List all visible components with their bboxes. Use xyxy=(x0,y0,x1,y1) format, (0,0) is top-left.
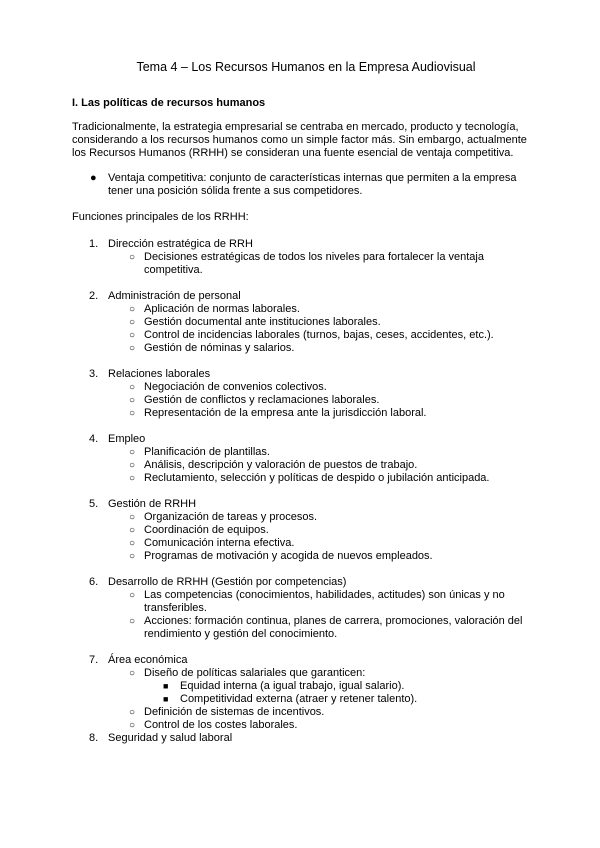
nested-list xyxy=(144,680,540,706)
sub-item xyxy=(129,667,540,706)
nested-item xyxy=(163,693,540,706)
sub-item xyxy=(129,329,540,342)
circle-marker: ○ xyxy=(129,525,136,536)
circle-marker: ○ xyxy=(129,304,136,315)
sub-item-text: Acciones: formación continua, planes de carrera, promociones, valoración del rendimiento y gestión del conocimiento. xyxy=(144,615,523,640)
sub-item-text: Organización de tareas y procesos. xyxy=(144,511,318,523)
item-label: Relaciones laborales xyxy=(108,368,211,380)
circle-marker: ○ xyxy=(129,590,136,601)
function-item-7 xyxy=(72,654,540,732)
sub-item-text: Definición de sistemas de incentivos. xyxy=(144,706,325,718)
sub-item-text: Reclutamiento, selección y políticas de despido o jubilación anticipada. xyxy=(144,472,490,484)
sub-item-text: Comunicación interna efectiva. xyxy=(144,537,295,549)
sub-item xyxy=(129,342,540,355)
sub-item-text: Programas de motivación y acogida de nuevos empleados. xyxy=(144,550,433,562)
sub-item xyxy=(129,316,540,329)
circle-marker: ○ xyxy=(129,473,136,484)
sub-item xyxy=(129,550,540,563)
circle-marker: ○ xyxy=(129,551,136,562)
item-number: 7. xyxy=(89,654,99,666)
function-item-1 xyxy=(72,238,540,277)
item-number: 5. xyxy=(89,498,99,510)
circle-marker: ○ xyxy=(129,460,136,471)
nested-item-text: Competitividad externa (atraer y retener talento). xyxy=(180,693,418,705)
sub-item xyxy=(129,719,540,732)
sub-item xyxy=(129,472,540,485)
sub-item-text: Planificación de plantillas. xyxy=(144,446,270,458)
sub-list xyxy=(108,589,540,641)
item-label: Dirección estratégica de RRH xyxy=(108,238,253,250)
sub-item-text: Análisis, descripción y valoración de puestos de trabajo. xyxy=(144,459,418,471)
function-item-8 xyxy=(72,732,540,745)
bullet-item xyxy=(90,172,540,198)
nested-item xyxy=(163,680,540,693)
sub-item-text: Coordinación de equipos. xyxy=(144,524,269,536)
circle-marker: ○ xyxy=(129,538,136,549)
sub-item-text: Negociación de convenios colectivos. xyxy=(144,381,327,393)
item-label: Desarrollo de RRHH (Gestión por competencias) xyxy=(108,576,347,588)
sub-item xyxy=(129,394,540,407)
circle-marker: ○ xyxy=(129,512,136,523)
sub-item-text: Gestión de conflictos y reclamaciones laborales. xyxy=(144,394,380,406)
square-marker: ■ xyxy=(163,694,169,704)
circle-marker: ○ xyxy=(129,447,136,458)
sub-item-text: Decisiones estratégicas de todos los niveles para fortalecer la ventaja competitiva. xyxy=(144,251,484,276)
sub-item xyxy=(129,706,540,719)
sub-list xyxy=(108,381,540,420)
sub-list xyxy=(108,446,540,485)
bullet-marker: ● xyxy=(90,172,97,184)
function-item-4 xyxy=(72,433,540,485)
circle-marker: ○ xyxy=(129,668,136,679)
circle-marker: ○ xyxy=(129,408,136,419)
sub-item-text: Control de los costes laborales. xyxy=(144,719,298,731)
item-label: Área económica xyxy=(108,654,188,666)
item-number: 1. xyxy=(89,238,99,250)
sub-item xyxy=(129,251,540,277)
circle-marker: ○ xyxy=(129,252,136,263)
sub-item xyxy=(129,589,540,615)
circle-marker: ○ xyxy=(129,343,136,354)
function-item-6 xyxy=(72,576,540,641)
square-marker: ■ xyxy=(163,681,169,691)
function-item-5 xyxy=(72,498,540,563)
item-number: 4. xyxy=(89,433,99,445)
sub-list xyxy=(108,251,540,277)
function-item-3 xyxy=(72,368,540,420)
sub-list xyxy=(108,303,540,355)
circle-marker: ○ xyxy=(129,330,136,341)
sub-item xyxy=(129,537,540,550)
sub-item xyxy=(129,303,540,316)
functions-list xyxy=(72,238,540,745)
item-label: Seguridad y salud laboral xyxy=(108,732,233,744)
circle-marker: ○ xyxy=(129,382,136,393)
document-title: Tema 4 – Los Recursos Humanos en la Empresa Audiovisual xyxy=(136,60,476,74)
item-label: Empleo xyxy=(108,433,146,445)
sub-item-text: Representación de la empresa ante la jurisdicción laboral. xyxy=(144,407,427,419)
nested-item-text: Equidad interna (a igual trabajo, igual salario). xyxy=(180,680,405,692)
sub-item-text: Las competencias (conocimientos, habilidades, actitudes) son únicas y no transferibles. xyxy=(144,589,505,614)
bullet-list xyxy=(72,172,540,198)
sub-item xyxy=(129,459,540,472)
bullet-text: Ventaja competitiva: conjunto de características internas que permiten a la empresa tener una posición sólida frente a sus competidores. xyxy=(108,172,517,197)
item-number: 8. xyxy=(89,732,99,744)
sub-item-text: Gestión de nóminas y salarios. xyxy=(144,342,295,354)
sub-item xyxy=(129,446,540,459)
circle-marker: ○ xyxy=(129,395,136,406)
sub-item-text: Aplicación de normas laborales. xyxy=(144,303,300,315)
circle-marker: ○ xyxy=(129,707,136,718)
circle-marker: ○ xyxy=(129,720,136,731)
circle-marker: ○ xyxy=(129,317,136,328)
item-number: 3. xyxy=(89,368,99,380)
sub-item xyxy=(129,511,540,524)
sub-item xyxy=(129,524,540,537)
sub-item-text: Control de incidencias laborales (turnos, bajas, ceses, accidentes, etc.). xyxy=(144,329,494,341)
item-label: Administración de personal xyxy=(108,290,241,302)
sub-item-text: Diseño de políticas salariales que garanticen: xyxy=(144,667,366,679)
sub-item xyxy=(129,381,540,394)
intro-paragraph: Tradicionalmente, la estrategia empresarial se centraba en mercado, producto y tecnología, considerando a los recursos humanos como un simple factor más. Sin embargo, actualmente los Recursos Humanos (RRHH) se consideran una fuente esencial de ventaja competitiva. xyxy=(72,121,527,159)
item-number: 2. xyxy=(89,290,99,302)
sub-item-text: Gestión documental ante instituciones laborales. xyxy=(144,316,381,328)
sub-item xyxy=(129,407,540,420)
item-label: Gestión de RRHH xyxy=(108,498,197,510)
sub-list xyxy=(108,667,540,732)
sub-list xyxy=(108,511,540,563)
functions-label: Funciones principales de los RRHH: xyxy=(72,211,249,223)
item-number: 6. xyxy=(89,576,99,588)
circle-marker: ○ xyxy=(129,616,136,627)
sub-item xyxy=(129,615,540,641)
section-heading: I. Las políticas de recursos humanos xyxy=(72,97,266,109)
function-item-2 xyxy=(72,290,540,355)
